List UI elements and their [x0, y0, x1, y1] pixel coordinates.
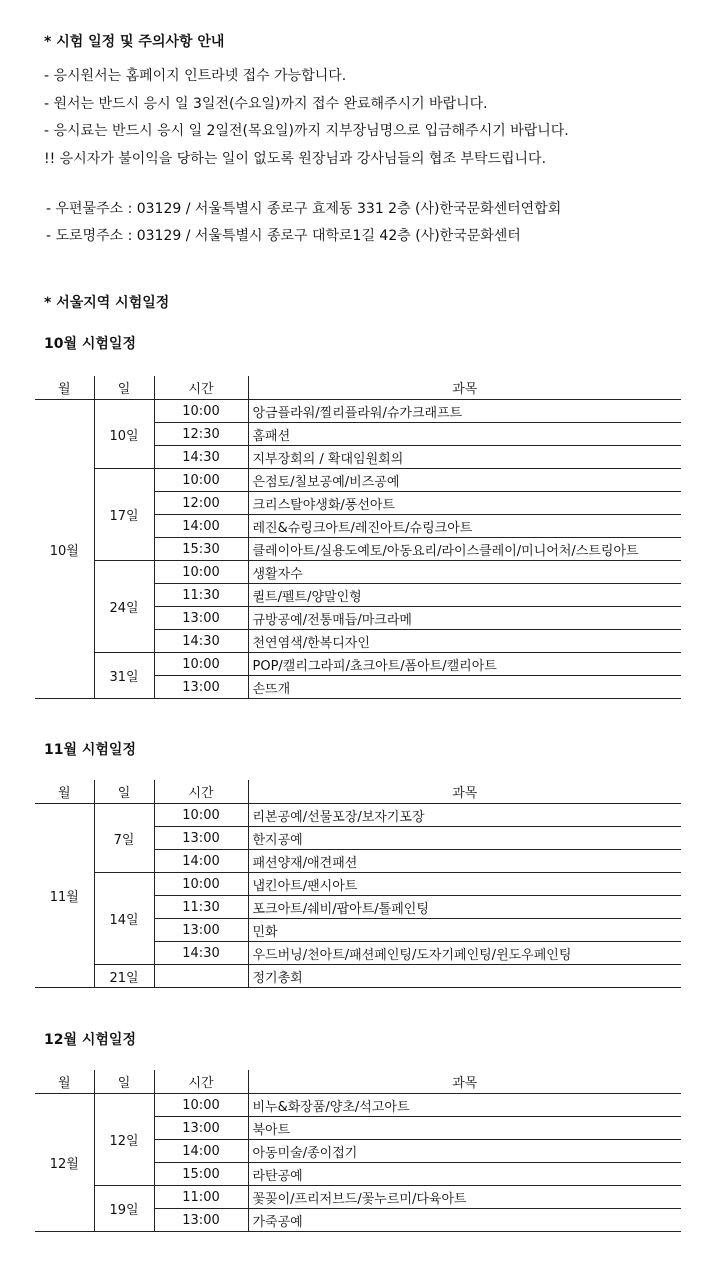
subject-cell: 생활자수: [248, 561, 681, 584]
time-cell: 10:00: [154, 400, 248, 423]
subject-cell: 지부장회의 / 확대임원회의: [248, 446, 681, 469]
notice-line: - 원서는 반드시 응시 일 3일전(수요일)까지 접수 완료해주시기 바랍니다.: [44, 95, 488, 112]
subject-cell: 레진&슈링크아트/레진아트/슈링크아트: [248, 515, 681, 538]
day-cell: 14일: [94, 873, 154, 965]
subject-cell: POP/캘리그라피/쵸크아트/폼아트/캘리아트: [248, 653, 681, 676]
time-cell: 13:00: [154, 919, 248, 942]
address-lines: [46, 197, 561, 251]
subject-cell: 한지공예: [248, 827, 681, 850]
table-header-row: [35, 780, 681, 804]
time-cell: 10:00: [154, 469, 248, 492]
schedule-table: [35, 780, 681, 988]
subject-cell: 은점토/칠보공예/비즈공예: [248, 469, 681, 492]
time-cell: 14:00: [154, 1140, 248, 1163]
table-row: [35, 1186, 681, 1209]
subject-cell: 앙금플라워/찔리플라워/슈가크래프트: [248, 400, 681, 423]
subject-cell: 천연염색/한복디자인: [248, 630, 681, 653]
time-cell: 11:00: [154, 1186, 248, 1209]
header-month: 월: [35, 1070, 94, 1094]
day-cell: 17일: [94, 469, 154, 561]
table-row: [35, 653, 681, 676]
time-cell: 14:00: [154, 850, 248, 873]
time-cell: 10:00: [154, 804, 248, 827]
day-cell: 24일: [94, 561, 154, 653]
time-cell: 10:00: [154, 653, 248, 676]
subject-cell: 가죽공예: [248, 1209, 681, 1232]
time-cell: [154, 965, 248, 988]
time-cell: 11:30: [154, 584, 248, 607]
time-cell: 10:00: [154, 1094, 248, 1117]
time-cell: 13:00: [154, 607, 248, 630]
time-cell: 15:00: [154, 1163, 248, 1186]
header-month: 월: [35, 780, 94, 804]
subject-cell: 라탄공예: [248, 1163, 681, 1186]
subject-cell: 크리스탈야생화/풍선아트: [248, 492, 681, 515]
day-cell: 7일: [94, 804, 154, 873]
time-cell: 10:00: [154, 561, 248, 584]
header-subject: 과목: [248, 780, 681, 804]
subject-cell: 우드버닝/천아트/패션페인팅/도자기페인팅/윈도우페인팅: [248, 942, 681, 965]
table-row: [35, 1094, 681, 1117]
time-cell: 15:30: [154, 538, 248, 561]
header-day: 일: [94, 780, 154, 804]
subject-cell: 비누&화장품/양초/석고아트: [248, 1094, 681, 1117]
subject-cell: 정기총회: [248, 965, 681, 988]
subject-cell: 홈패션: [248, 423, 681, 446]
month-cell: 11월: [35, 804, 94, 988]
month-schedule-title: 10월 시험일정: [44, 336, 136, 352]
notice-lines: [44, 64, 569, 174]
day-cell: 19일: [94, 1186, 154, 1232]
time-cell: 12:30: [154, 423, 248, 446]
time-cell: 14:30: [154, 630, 248, 653]
time-cell: 14:30: [154, 942, 248, 965]
table-row: [35, 965, 681, 988]
month-cell: 10월: [35, 400, 94, 699]
header-month: 월: [35, 376, 94, 400]
time-cell: 14:30: [154, 446, 248, 469]
day-cell: 31일: [94, 653, 154, 699]
header-subject: 과목: [248, 376, 681, 400]
table-row: [35, 469, 681, 492]
subject-cell: 퀼트/펠트/양말인형: [248, 584, 681, 607]
header-day: 일: [94, 1070, 154, 1094]
time-cell: 11:30: [154, 896, 248, 919]
subject-cell: 꽃꽂이/프리저브드/꽃누르미/다육아트: [248, 1186, 681, 1209]
time-cell: 10:00: [154, 873, 248, 896]
subject-cell: 리본공예/선물포장/보자기포장: [248, 804, 681, 827]
header-time: 시간: [154, 376, 248, 400]
header-subject: 과목: [248, 1070, 681, 1094]
time-cell: 13:00: [154, 676, 248, 699]
header-time: 시간: [154, 1070, 248, 1094]
road-address: - 도로명주소 : 03129 / 서울특별시 종로구 대학로1길 42층 (사)한국문화센터: [46, 228, 521, 244]
subject-cell: 포크아트/쉐비/팝아트/톨페인팅: [248, 896, 681, 919]
day-cell: 10일: [94, 400, 154, 469]
subject-cell: 손뜨개: [248, 676, 681, 699]
schedule-table: [35, 376, 681, 699]
month-schedule-title: 12월 시험일정: [44, 1032, 136, 1048]
table-header-row: [35, 1070, 681, 1094]
subject-cell: 민화: [248, 919, 681, 942]
table-row: [35, 804, 681, 827]
table-row: [35, 400, 681, 423]
region-title: * 서울지역 시험일정: [44, 295, 170, 311]
time-cell: 13:00: [154, 1209, 248, 1232]
notice-title: * 시험 일정 및 주의사항 안내: [44, 34, 225, 50]
time-cell: 12:00: [154, 492, 248, 515]
header-day: 일: [94, 376, 154, 400]
day-cell: 12일: [94, 1094, 154, 1186]
time-cell: 13:00: [154, 827, 248, 850]
subject-cell: 아동미술/종이접기: [248, 1140, 681, 1163]
postal-address: - 우편물주소 : 03129 / 서울특별시 종로구 효제동 331 2층 (사)한국문화센터연합회: [46, 201, 562, 217]
time-cell: 13:00: [154, 1117, 248, 1140]
notice-line: !! 응시자가 불이익을 당하는 일이 없도록 원장님과 강사님들의 협조 부탁드립니다.: [44, 150, 547, 167]
schedule-table: [35, 1070, 681, 1232]
subject-cell: 클레이아트/실용도예토/아동요리/라이스클레이/미니어처/스트링아트: [248, 538, 681, 561]
table-header-row: [35, 376, 681, 400]
table-row: [35, 561, 681, 584]
notice-line: - 응시료는 반드시 응시 일 2일전(목요일)까지 지부장님명으로 입금해주시기 바랍니다.: [44, 123, 569, 139]
day-cell: 21일: [94, 965, 154, 988]
subject-cell: 북아트: [248, 1117, 681, 1140]
month-cell: 12월: [35, 1094, 94, 1232]
subject-cell: 규방공예/전통매듭/마크라메: [248, 607, 681, 630]
time-cell: 14:00: [154, 515, 248, 538]
subject-cell: 냅킨아트/팬시아트: [248, 873, 681, 896]
table-row: [35, 873, 681, 896]
notice-line: - 응시원서는 홈페이지 인트라넷 접수 가능합니다.: [44, 68, 347, 84]
month-schedule-title: 11월 시험일정: [44, 742, 136, 758]
header-time: 시간: [154, 780, 248, 804]
subject-cell: 패션양재/애견패션: [248, 850, 681, 873]
